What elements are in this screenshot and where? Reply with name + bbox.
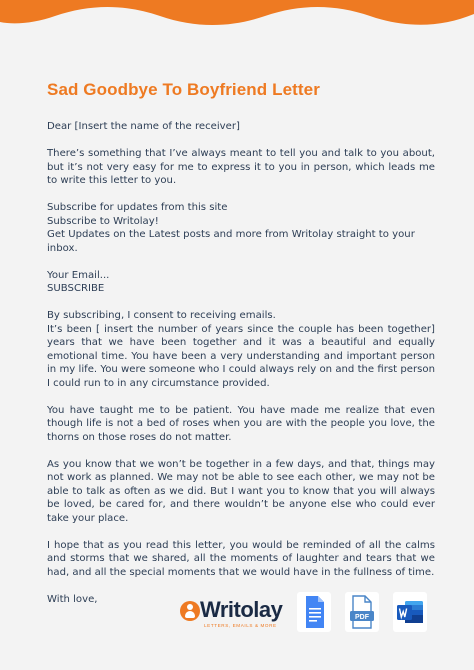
logo-text: Writolay	[200, 597, 283, 622]
subscribe-line: Get Updates on the Latest posts and more from Writolay straight to your inbox.	[47, 229, 415, 254]
footer	[0, 590, 474, 640]
body-paragraph-1	[47, 309, 435, 390]
pdf-label: PDF	[355, 613, 369, 621]
subscribe-block	[47, 201, 435, 255]
greeting: Dear [Insert the name of the receiver]	[47, 121, 240, 132]
subscribe-line: Subscribe to Writolay!	[47, 215, 159, 227]
top-wave-decoration	[0, 0, 474, 34]
letter-body	[47, 120, 435, 620]
closing: With love,	[47, 593, 98, 605]
google-docs-icon[interactable]	[297, 592, 331, 632]
writolay-logo-icon	[180, 601, 200, 621]
consent-text: By subscribing, I consent to receiving emails.	[47, 310, 276, 321]
paragraph-text: It’s been [ insert the number of years since the couple has been together] years that we have been together and it was a beautiful and equally emotional time. You have been a very understanding and important person in my life. You were someone who I could always rely on and the first person I could run to in any circumstance provided.	[47, 323, 435, 389]
subscribe-line: Subscribe for updates from this site	[47, 202, 228, 213]
body-paragraph-4: I hope that as you read this letter, you would be reminded of all the calms and storms that we shared, all the moments of laughter and tears that we had, and all the special moments that we would have in the fullness of time.	[47, 539, 435, 578]
body-paragraph-2: You have taught me to be patient. You have made me realize that even though life is not a bed of roses when you are with the people you love, the thorns on those roses do not matter.	[47, 404, 435, 443]
intro-paragraph: There’s something that I’ve always meant to tell you and talk to you about, but it’s not very easy for me to express it to you in person, which leads me to write this letter to you.	[47, 148, 435, 186]
page-title: Sad Goodbye To Boyfriend Letter	[47, 80, 320, 99]
writolay-logo[interactable]	[180, 597, 282, 633]
word-file-icon[interactable]	[393, 592, 427, 632]
body-paragraph-3: As you know that we won’t be together in a few days, and that, things may not work as planned. We may not be able to see each other, we may not be able to talk as often as we did. But I want you to know that you will always be loved, be cared for, and there wouldn’t be anyone else who could ever take your place.	[47, 458, 435, 524]
logo-tagline: LETTERS, EMAILS & MORE	[204, 623, 277, 628]
email-field[interactable]: Your Email...	[47, 269, 110, 281]
subscribe-form	[47, 269, 435, 296]
subscribe-button[interactable]: SUBSCRIBE	[47, 283, 105, 294]
pdf-file-icon[interactable]	[345, 592, 379, 632]
